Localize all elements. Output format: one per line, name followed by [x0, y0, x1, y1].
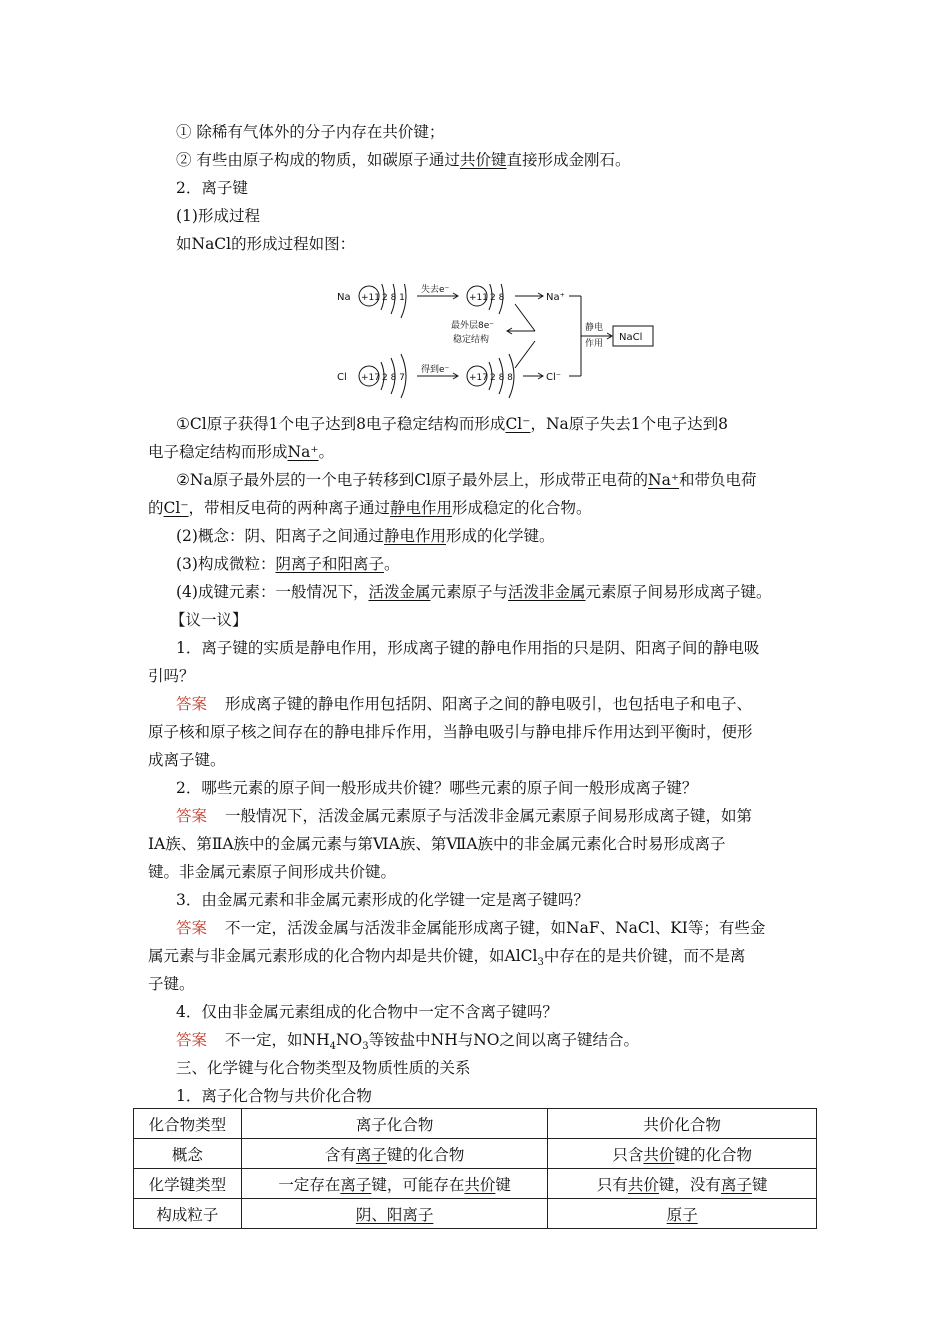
table-cell: 共价化合物 — [548, 1109, 817, 1139]
question-3: 3．由金属元素和非金属元素形成的化学键一定是离子键吗？ — [176, 891, 589, 909]
table-cell: 概念 — [134, 1139, 242, 1169]
table-row — [134, 1139, 817, 1169]
subsection-heading: 1．离子化合物与共价化合物 — [176, 1087, 372, 1105]
table-cell: 阴、阳离子 — [241, 1199, 548, 1229]
text-line: (3)构成微粒：阴离子和阳离子。 — [176, 555, 400, 573]
subsection-heading: (1)形成过程 — [176, 207, 260, 225]
answer-2: ⅠA族、第ⅡA族中的金属元素与第ⅥA族、第ⅦA族中的非金属元素化合时易形成离子 — [148, 835, 726, 853]
electrostatic-label: 作用 — [585, 339, 604, 349]
discussion-heading: 【议一议】 — [170, 611, 248, 629]
answer-1: 成离子键。 — [148, 751, 226, 769]
answer-2: 答案 一般情况下，活泼金属元素原子与活泼非金属元素原子间易形成离子键，如第 — [176, 807, 753, 825]
answer-3: 属元素与非金属元素形成的化合物内却是共价键，如AlCl$_3$中存在的是共价键，而不是离 — [148, 947, 746, 969]
text-line: ② 有些由原子构成的物质，如碳原子通过共价键直接形成金刚石。 — [176, 151, 631, 169]
nacl-formation-diagram — [335, 284, 660, 399]
text-line: 如NaCl的形成过程如图： — [176, 235, 356, 253]
na-label: Na — [337, 292, 351, 303]
answer-2: 键。非金属元素原子间形成共价键。 — [148, 863, 397, 881]
section-heading: 2．离子键 — [176, 179, 248, 197]
text-line: (4)成键元素：一般情况下，活泼金属元素原子与活泼非金属元素原子间易形成离子键。 — [176, 583, 772, 601]
answer-1: 原子核和原子核之间存在的静电排斥作用，当静电吸引与静电排斥作用达到平衡时，便形 — [148, 723, 753, 741]
table-cell: 一定存在离子键，可能存在共价键 — [241, 1169, 548, 1199]
table-cell: 化合物类型 — [134, 1109, 242, 1139]
table-cell: 只有共价键，没有离子键 — [548, 1169, 817, 1199]
answer-3: 答案 不一定，活泼金属与活泼非金属能形成离子键，如NaF、NaCl、KI等；有些金 — [176, 919, 766, 937]
text-line: ①Cl原子获得1个电子达到8电子稳定结构而形成Cl⁻，Na原子失去1个电子达到8 — [176, 415, 728, 433]
na-ion-shells-label: 2 8 — [490, 293, 505, 303]
table-cell: 只含共价键的化合物 — [548, 1139, 817, 1169]
nacl-label: NaCl — [619, 332, 643, 343]
question-4: 4．仅由非金属元素组成的化合物中一定不含离子键吗？ — [176, 1003, 558, 1021]
table-row — [134, 1199, 817, 1229]
table-cell: 构成粒子 — [134, 1199, 242, 1229]
cl-ion-shells-label: 2 8 8 — [490, 373, 513, 383]
table-cell: 含有离子键的化合物 — [241, 1139, 548, 1169]
answer-label: 答案 — [176, 919, 208, 937]
text-line: 的Cl⁻，带相反电荷的两种离子通过静电作用形成稳定的化合物。 — [148, 499, 592, 517]
table-row — [134, 1109, 817, 1139]
answer-label: 答案 — [176, 1031, 208, 1049]
text-line: (2)概念：阴、阳离子之间通过静电作用形成的化学键。 — [176, 527, 555, 545]
compound-comparison-table — [133, 1108, 817, 1229]
question-1: 引吗？ — [148, 667, 195, 685]
table-cell: 原子 — [548, 1199, 817, 1229]
cl-label: Cl — [337, 372, 347, 383]
text-line: 电子稳定结构而形成Na⁺。 — [148, 443, 335, 461]
gain-electron-label: 得到e⁻ — [421, 365, 450, 375]
na-shells-label: 2 8 1 — [382, 293, 405, 303]
table-cell: 离子化合物 — [241, 1109, 548, 1139]
text-line: ②Na原子最外层的一个电子转移到Cl原子最外层上，形成带正电荷的Na⁺和带负电荷 — [176, 471, 757, 489]
stable-structure-label: 最外层8e⁻ — [451, 321, 495, 331]
question-1: 1．离子键的实质是静电作用，形成离子键的静电作用指的只是阴、阳离子间的静电吸 — [176, 639, 760, 657]
answer-label: 答案 — [176, 807, 208, 825]
electrostatic-label: 静电 — [585, 323, 604, 333]
text-line: ① 除稀有气体外的分子内存在共价键； — [176, 123, 445, 141]
cl-nucleus-label: +17 — [361, 373, 380, 383]
question-2: 2．哪些元素的原子间一般形成共价键？哪些元素的原子间一般形成离子键？ — [176, 779, 698, 797]
section-heading: 三、化学键与化合物类型及物质性质的关系 — [176, 1059, 471, 1077]
cl-shells-label: 2 8 7 — [382, 373, 405, 383]
lose-electron-label: 失去e⁻ — [421, 285, 450, 295]
stable-structure-label: 稳定结构 — [453, 335, 490, 345]
answer-4: 答案 不一定，如$NH_4NO_3$等铵盐中NH与NO之间以离子键结合。 — [176, 1031, 639, 1053]
answer-label: 答案 — [176, 695, 208, 713]
cl-ion-nucleus-label: +17 — [469, 373, 488, 383]
table-cell: 化学键类型 — [134, 1169, 242, 1199]
na-ion-label: Na⁺ — [546, 292, 565, 303]
answer-3: 子键。 — [148, 975, 195, 993]
na-nucleus-label: +11 — [361, 293, 380, 303]
table-row — [134, 1169, 817, 1199]
na-ion-nucleus-label: +11 — [469, 293, 488, 303]
answer-1: 答案 形成离子键的静电作用包括阴、阳离子之间的静电吸引，也包括电子和电子、 — [176, 695, 753, 713]
cl-ion-label: Cl⁻ — [546, 372, 562, 383]
